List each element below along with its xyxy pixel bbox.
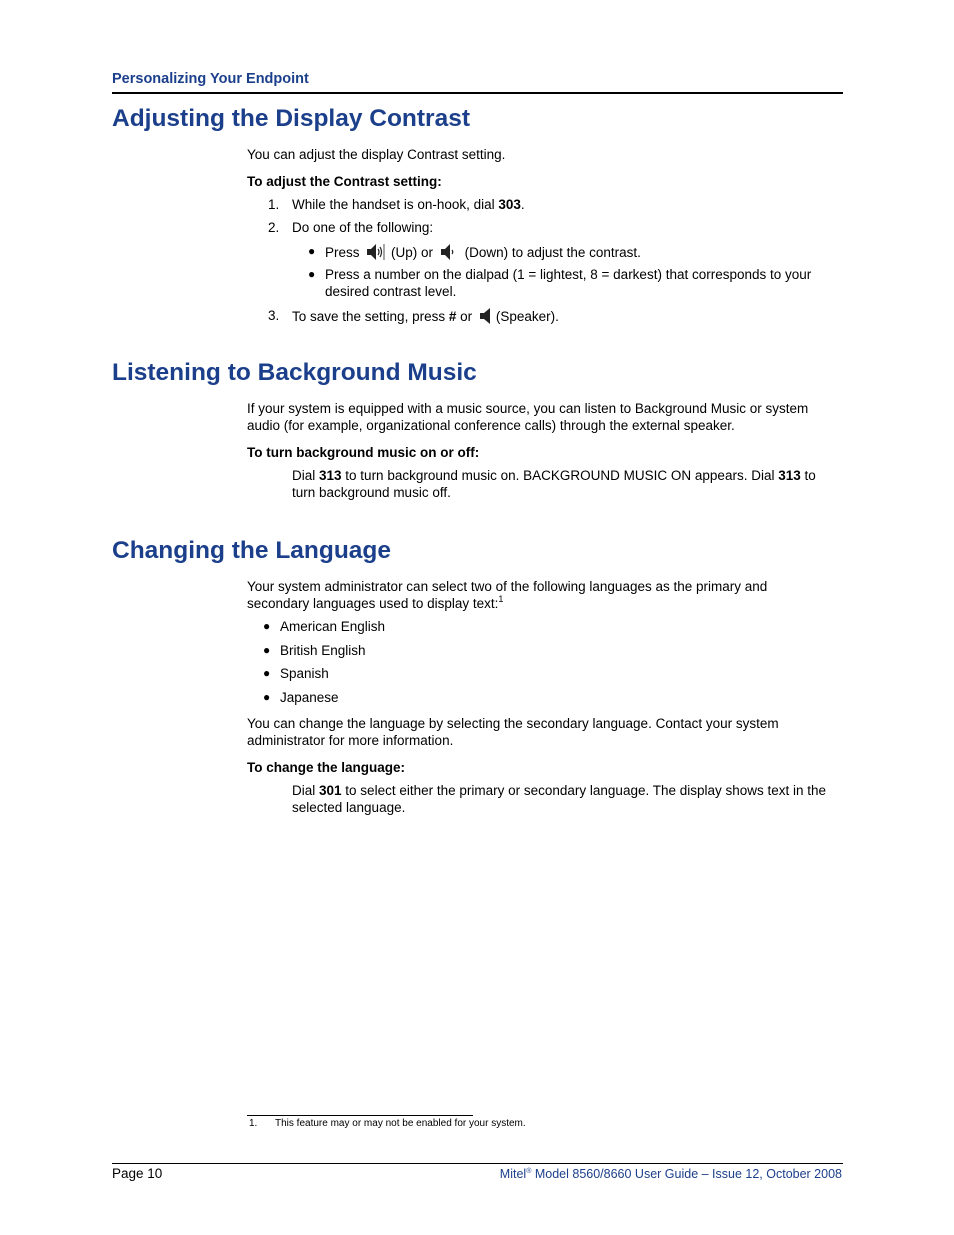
instruction-line: selected language. [292,800,406,815]
list-item: Spanish [280,666,329,681]
text-part: Dial [292,468,320,483]
bullet-dot: ● [263,643,271,657]
bullet-text-part: (Up) or [391,245,434,260]
step-text-part: (Speaker). [495,309,559,324]
text-part: to [800,468,816,483]
document-title-text: Model 8560/8660 User Guide – Issue 12, October 2008 [531,1167,842,1181]
dial-code: 313 [778,468,801,483]
paragraph-line [247,595,767,612]
section-heading-background-music: Listening to Background Music [112,359,477,386]
language-instructions [292,782,826,816]
contrast-procedure-title: To adjust the Contrast setting: [247,174,442,189]
bullet-dot: ● [263,666,271,680]
step-text [292,196,525,213]
bullet-line: Press a number on the dialpad (1 = lightest, 8 = darkest) that corresponds to your [325,267,812,282]
volume-up-icon [365,243,385,261]
text-part: to turn background music on. BACKGROUND MUSIC ON appears. Dial [341,468,779,483]
dial-code: 313 [319,468,342,483]
step-text-end: . [520,197,525,212]
footnote-text: This feature may or may not be enabled for your system. [275,1118,526,1129]
step-number: 1. [268,197,280,212]
text-part: to select either the primary or secondary language. The display shows text in the [341,783,827,798]
step-text-part: While the handset is on-hook, dial [292,197,499,212]
bullet-dot: ● [263,690,271,704]
running-header-title: Personalizing Your Endpoint [112,71,309,87]
speaker-icon [478,307,494,325]
paragraph-line: audio (for example, organizational conference calls) through the external speaker. [247,418,735,433]
music-procedure-title: To turn background music on or off: [247,445,480,460]
bullet-text-part: (Down) to adjust the contrast. [464,245,641,260]
step-text-part: or [456,309,476,324]
step-text-part: To save the setting, press [292,309,449,324]
footnote [249,1118,526,1129]
section-heading-display-contrast: Adjusting the Display Contrast [112,105,471,132]
paragraph-line: If your system is equipped with a music source, you can listen to Background Music or system [247,401,809,416]
bullet-text-part: Press [325,245,360,260]
step-text: Do one of the following: [292,220,434,235]
registered-mark: ® [526,1167,532,1175]
bullet-text [325,266,811,300]
step-number: 3. [268,308,280,323]
language-procedure-title: To change the language: [247,760,406,775]
music-instructions [292,467,816,501]
text-part: Dial [292,783,320,798]
volume-down-icon [439,243,459,261]
list-item: British English [280,643,366,658]
language-intro [247,578,767,612]
header-rule [112,92,843,94]
bullet-line: desired contrast level. [325,284,457,299]
bullet-dot: ● [308,267,316,281]
brand-name: Mitel [499,1167,527,1181]
list-item: Japanese [280,690,339,705]
instruction-line: turn background music off. [292,485,451,500]
hash-key: # [448,309,457,324]
step-text [292,307,559,325]
bullet-dot: ● [308,244,316,258]
section-heading-language: Changing the Language [112,537,392,564]
text-part: secondary languages used to display text: [247,596,499,611]
instruction-line [292,782,826,799]
instruction-line [292,467,816,484]
bullet-dot: ● [263,619,271,633]
footnote-reference: 1 [498,594,504,604]
dial-code: 301 [319,783,342,798]
footer-rule [112,1163,843,1164]
paragraph-line: Your system administrator can select two of the following languages as the primary and [247,579,768,594]
music-intro [247,400,808,434]
language-paragraph [247,715,779,749]
step-number: 2. [268,220,280,235]
contrast-intro: You can adjust the display Contrast setting. [247,147,506,162]
dial-code: 303 [498,197,521,212]
footnote-rule [247,1115,473,1116]
page-number: Page 10 [112,1166,163,1181]
paragraph-line: administrator for more information. [247,733,454,748]
bullet-text [325,243,641,261]
footnote-number: 1. [249,1118,258,1129]
list-item: American English [280,619,386,634]
paragraph-line: You can change the language by selecting the secondary language. Contact your system [247,716,779,731]
document-title [500,1167,842,1181]
